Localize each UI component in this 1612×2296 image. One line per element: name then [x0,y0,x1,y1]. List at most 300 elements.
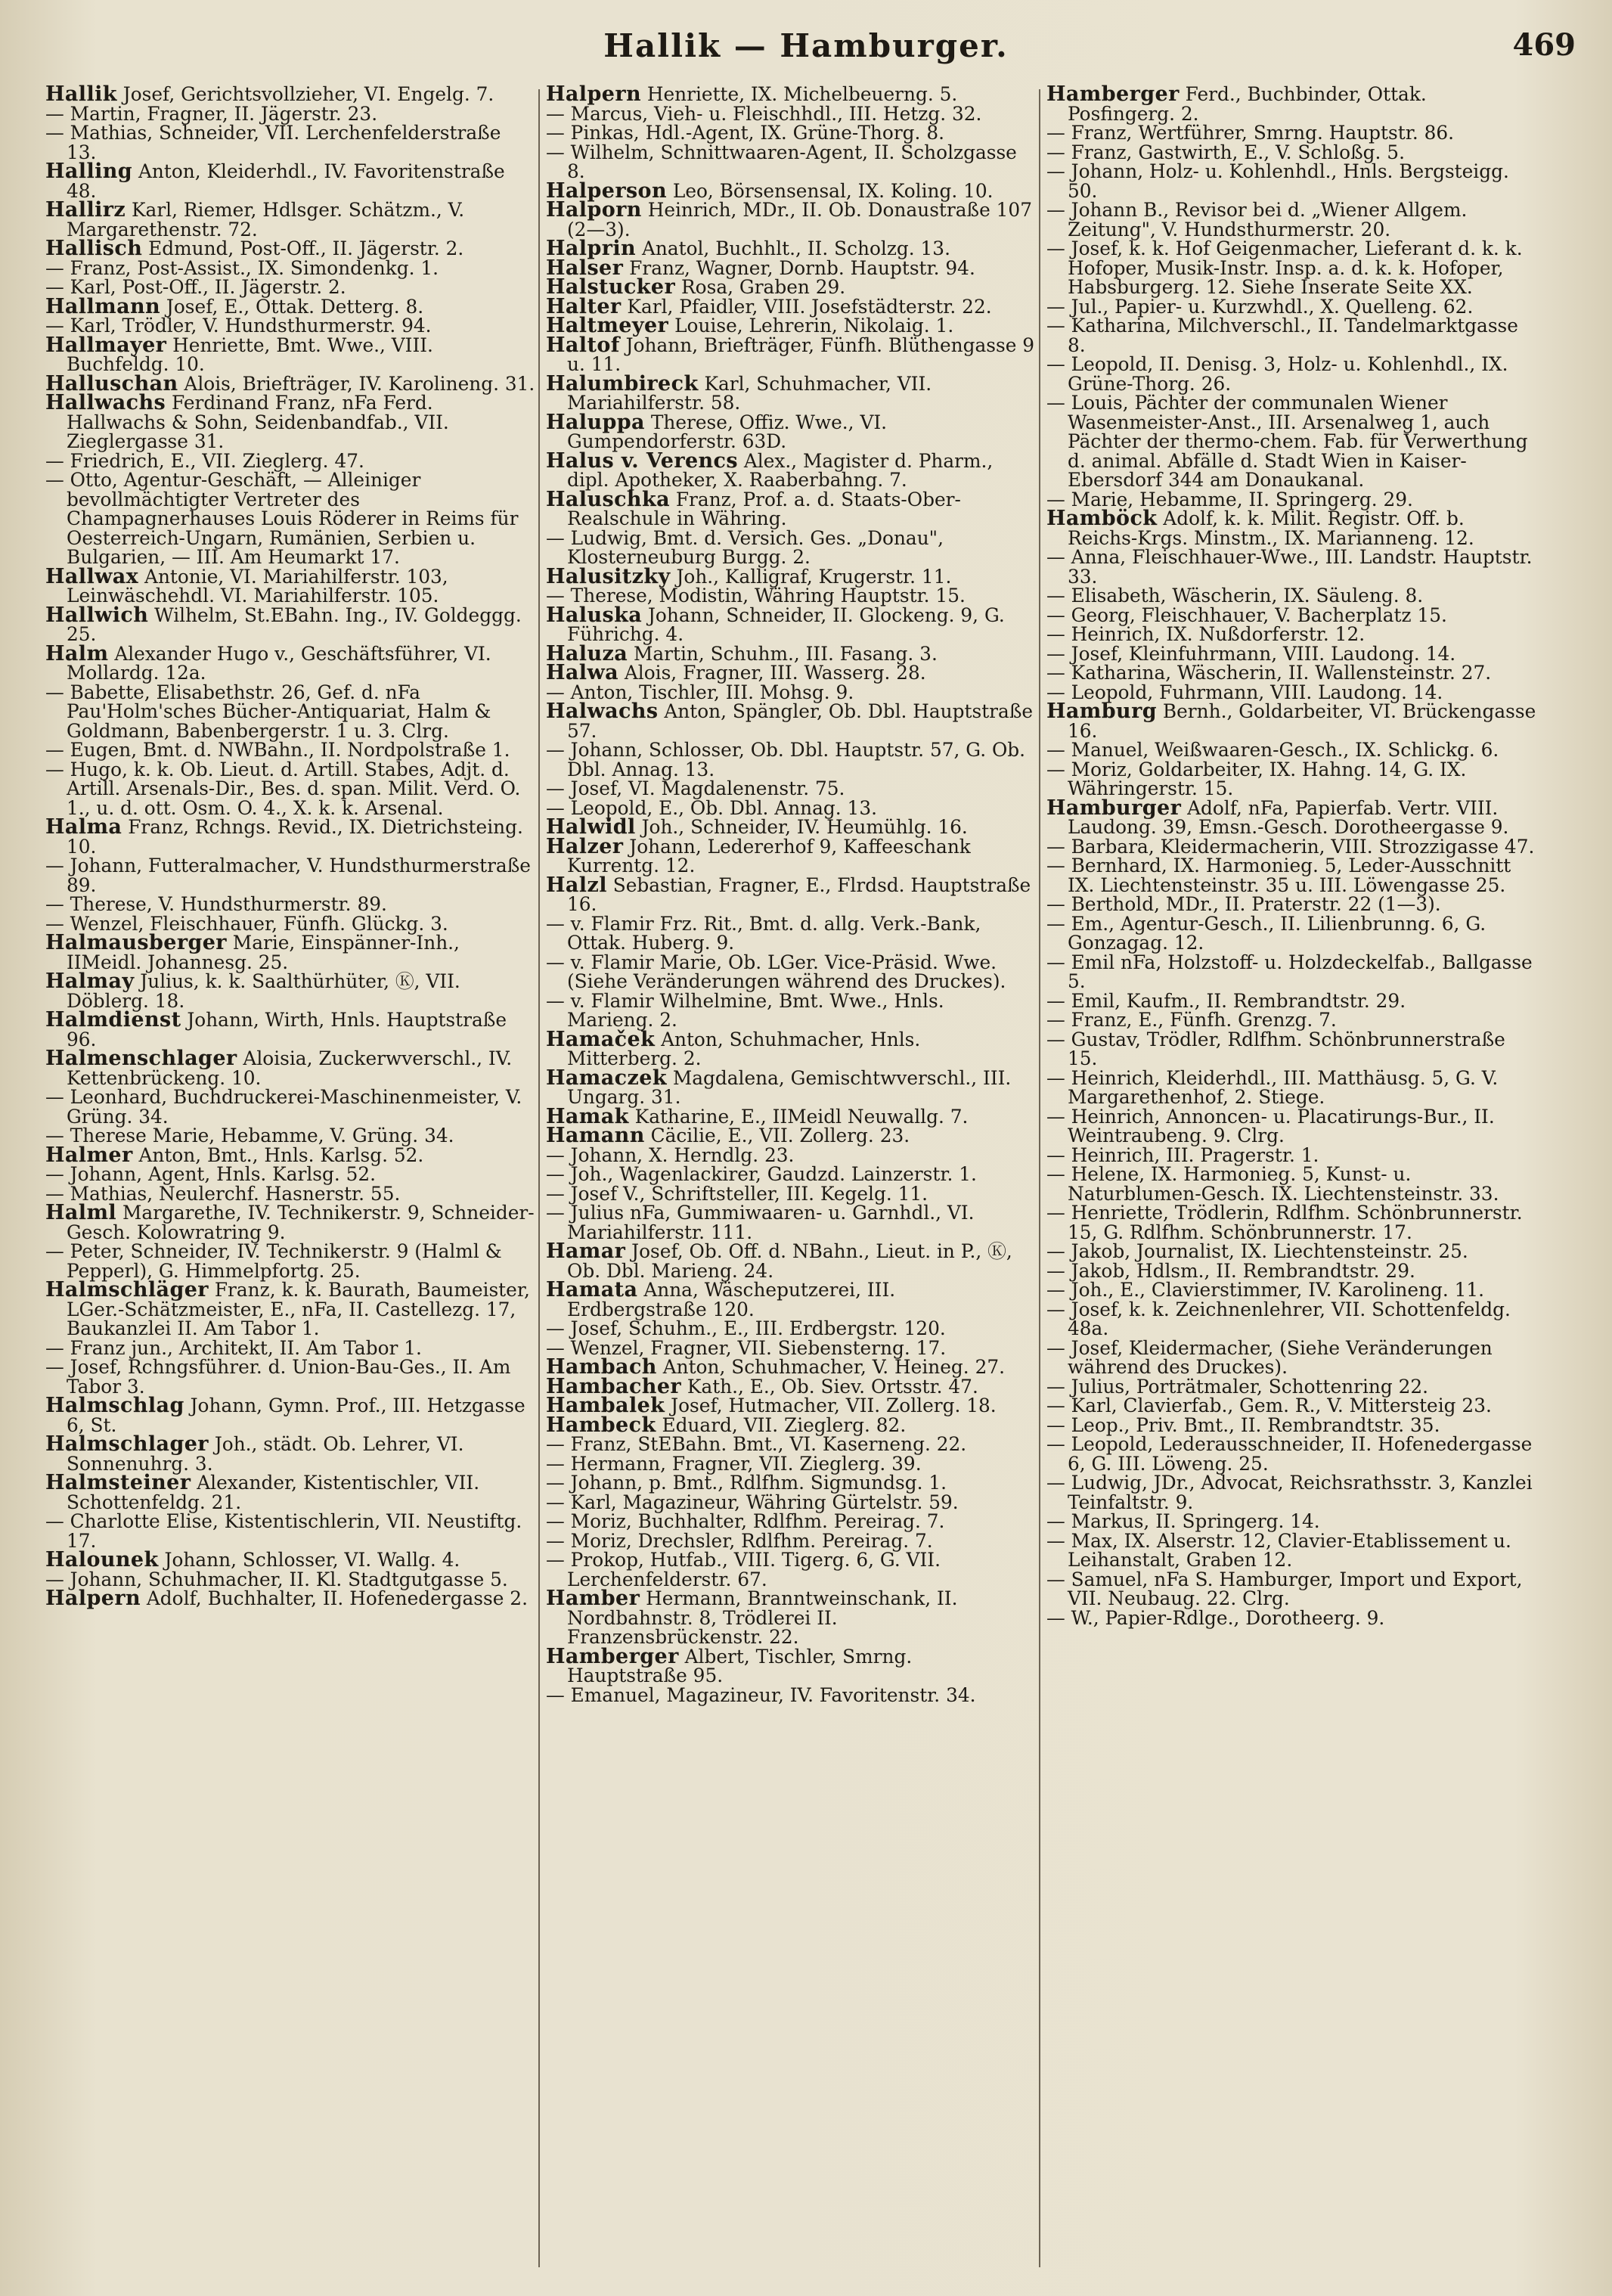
entry-surname: Halm [45,641,109,666]
entry-details: Franz, Wagner, Dornb. Hauptstr. 94. [623,256,975,279]
directory-entry [1046,603,1536,626]
directory-entry [45,641,535,684]
entry-details: Sebastian, Fragner, E., Flrdsd. Hauptstraße 16. [567,873,1031,915]
entry-surname: Halumbireck [546,371,699,396]
directory-entry [45,603,535,645]
entry-details: Henriette, Bmt. Wwe., VIII. Buchfeldg. 10. [67,334,433,375]
directory-entry [1046,663,1536,683]
directory-entry [1046,702,1536,740]
entry-details: Henriette, IX. Michelbeuerng. 5. [640,83,958,105]
directory-entry [45,1432,535,1475]
entry-surname: Halstucker [546,275,676,299]
directory-entry [1046,239,1536,297]
entry-details: — Leopold, Fuhrmann, VIII. Laudong. 14. [1046,681,1443,703]
entry-details: Joh., städt. Ob. Lehrer, VI. Sonnenuhrg. 3. [67,1433,464,1475]
entry-details: Josef, Hutmacher, VII. Zollerg. 18. [665,1395,997,1416]
directory-entry [1046,1107,1536,1146]
entry-surname: Hallwich [45,603,149,627]
entry-surname: Halzl [546,873,607,897]
directory-entry [45,1242,535,1280]
directory-entry [1046,162,1536,200]
entry-details: Leo, Börsensensal, IX. Koling. 10. [666,179,994,202]
entry-surname: Hallwax [45,564,139,588]
entry-surname: Haltmeyer [546,314,669,337]
entry-surname: Halwa [546,661,618,684]
entry-surname: Halmausberger [45,931,227,954]
entry-details: Anton, Bmt., Hnls. Karlsg. 52. [132,1143,424,1166]
entry-details: — Joh., E., Clavierstimmer, IV. Karolineng. 11. [1046,1279,1485,1301]
entry-surname: Halmschläger [45,1278,209,1302]
entry-surname: Hamburger [1046,796,1182,820]
directory-entry [45,1589,535,1609]
entry-details: — Therese, V. Hundsthurmerstr. 89. [45,893,387,915]
entry-details: Franz, Prof. a. d. Staats-Ober-Realschule in Währing. [567,488,961,529]
entry-details: — Leopold, Lederausschneider, II. Hofenedergasse 6, G. III. Löweng. 25. [1046,1433,1533,1475]
directory-entry [546,914,1036,953]
entry-details: — Marcus, Vieh- u. Fleischhdl., III. Hetzg. 32. [546,102,982,125]
entry-details: — Marie, Hebamme, II. Springerg. 29. [1046,488,1413,510]
entry-details: Johann, Ledererhof 9, Kaffeeschank Kurrentg. 12. [567,835,971,877]
directory-entry [546,123,1036,143]
directory-entry [1046,856,1536,895]
directory-entry [546,1027,1036,1069]
directory-entry [45,760,535,818]
entry-details: — Josef V., Schriftsteller, III. Kegelg. 11. [546,1182,928,1205]
entry-surname: Halusitzky [546,564,671,588]
entry-details: — Josef, Kleinfuhrmann, VIII. Laudong. 14. [1046,642,1456,665]
directory-entry [546,487,1036,529]
entry-details: — Josef, k. k. Zeichnenlehrer, VII. Schottenfeldg. 48a. [1046,1298,1511,1339]
directory-entry [1046,200,1536,239]
directory-entry [546,200,1036,239]
entry-surname: Hamberger [1046,82,1180,106]
entry-details: — Franz, Gastwirth, E., V. Schloßg. 5. [1046,141,1405,163]
entry-details: Alexander Hugo v., Geschäftsführer, VI. Mollardg. 12a. [67,642,491,684]
entry-details: — Markus, II. Springerg. 14. [1046,1510,1320,1532]
entry-details: Anton, Kleiderhdl., IV. Favoritenstraße 48. [67,160,505,202]
entry-details: — Mathias, Neulerchf. Hasnerstr. 55. [45,1182,401,1205]
entry-details: Anatol, Buchhlt., II. Scholzg. 13. [636,237,950,259]
entry-surname: Hallisch [45,237,143,260]
directory-entry [546,663,1036,683]
entry-surname: Hallwachs [45,391,166,414]
entry-details: — Wilhelm, Schnittwaaren-Agent, II. Scholzgasse 8. [546,141,1017,182]
entry-surname: Halpern [45,1587,141,1610]
entry-surname: Hamaczek [546,1066,667,1090]
entry-details: Ferdinand Franz, nFa Ferd. Hallwachs & Sohn, Seidenbandfab., VII. Zieglergasse 31. [67,392,449,452]
directory-entry [1046,1165,1536,1203]
column-2 [546,82,1036,1706]
directory-entry [1046,1030,1536,1069]
entry-details: Cäcilie, E., VII. Zollerg. 23. [644,1125,910,1146]
entry-details: — Martin, Fragner, II. Jägerstr. 23. [45,102,378,125]
entry-details: — Jul., Papier- u. Kurzwhdl., X. Quelleng. 62. [1046,295,1474,318]
directory-entry [546,1550,1036,1589]
entry-details: — Hugo, k. k. Ob. Lieut. d. Artill. Stabes, Adjt. d. Artill. Arsenals-Dir., Bes. d. span. Milit. Verd. O. 1., u. d. ott. Osm. O. 4., X. k. k. Arsenal. [45,758,521,819]
entry-details: — Ludwig, JDr., Advocat, Reichsrathsstr. 3, Kanzlei Teinfaltstr. 9. [1046,1472,1533,1513]
directory-entry [546,143,1036,182]
directory-entry [45,1143,535,1167]
entry-details: — Therese Marie, Hebamme, V. Grüng. 34. [45,1125,454,1146]
entry-details: Karl, Schuhmacher, VII. Mariahilferstr. 58. [567,372,932,414]
entry-details: — Leop., Priv. Bmt., II. Rembrandtstr. 35. [1046,1413,1440,1436]
entry-details: Alex., Magister d. Pharm., dipl. Apotheker, X. Raaberbahng. 7. [567,449,994,491]
directory-entry [1046,1336,1536,1378]
directory-entry [1046,82,1536,125]
entry-details: Therese, Offiz. Wwe., VI. Gumpendorferstr. 63D. [567,411,888,452]
entry-surname: Hamata [546,1278,638,1302]
entry-details: Antonie, VI. Mariahilferstr. 103, Leinwäschehdl. VI. Mariahilferstr. 105. [67,565,448,607]
entry-details: — Moriz, Goldarbeiter, IX. Hahng. 14, G. IX. Währingerstr. 15. [1046,758,1467,799]
directory-entry [1046,1143,1536,1166]
directory-entry [546,603,1036,645]
entry-surname: Hamaček [546,1027,656,1051]
directory-entry [45,1184,535,1204]
entry-details: Anna, Wäscheputzerei, III. Erdbergstraße 120. [567,1279,896,1320]
entry-details: — Johann, Futteralmacher, V. Hundsthurmerstraße 89. [45,855,531,896]
directory-entry [45,200,535,239]
entry-surname: Hallirz [45,198,126,222]
directory-entry [1046,586,1536,606]
directory-entry [45,1280,535,1339]
directory-entry [1046,1570,1536,1609]
directory-entry [546,1165,1036,1184]
directory-entry [45,1512,535,1550]
entry-details: — Wenzel, Fragner, VII. Siebensterng. 17. [546,1336,947,1359]
entry-details: — Wenzel, Fleischhauer, Fünfh. Glückg. 3. [45,912,448,935]
directory-entry [1046,740,1536,760]
page-number: 469 [1512,27,1576,63]
entry-details: — Heinrich, Annoncen- u. Placatirungs-Bur., II. Weintraubeng. 9. Clrg. [1046,1105,1495,1146]
entry-surname: Hamböck [1046,507,1158,530]
directory-entry [45,895,535,914]
entry-surname: Halounek [45,1548,159,1572]
entry-details: Adolf, nFa, Papierfab. Vertr. VIII. Laudong. 39, Emsn.-Gesch. Dorotheergasse 9. [1068,796,1509,838]
directory-entry [45,1396,535,1435]
directory-entry [1046,895,1536,914]
directory-entry [546,526,1036,568]
entry-details: Johann, Briefträger, Fünfh. Blüthengasse 9 u. 11. [567,334,1035,375]
entry-details: — Josef, Schuhm., E., III. Erdbergstr. 120. [546,1317,946,1339]
entry-details: — Peter, Schneider, IV. Technikerstr. 9 (Halml & Pepperl), G. Himmelpfortg. 25. [45,1240,502,1282]
directory-entry [546,82,1036,106]
entry-surname: Halmenschlager [45,1047,237,1070]
entry-details: — Franz, E., Fünfh. Grenzg. 7. [1046,1009,1337,1031]
entry-details: Franz, Rchngs. Revid., IX. Dietrichsteing. 10. [67,816,523,858]
directory-entry [1046,316,1536,355]
entry-details: — Mathias, Schneider, VII. Lerchenfelderstraße 13. [45,122,501,163]
entry-details: Adolf, Buchhalter, II. Hofenedergasse 2. [140,1587,528,1609]
entry-details: — Johann, p. Bmt., Rdlfhm. Sigmundsg. 1. [546,1472,947,1494]
entry-details: Aloisia, Zuckerwverschl., IV. Kettenbrückeng. 10. [67,1047,513,1089]
entry-surname: Halprin [546,237,637,260]
entry-details: — Karl, Post-Off., II. Jägerstr. 2. [45,276,346,298]
directory-entry [45,815,535,858]
directory-entry [45,104,535,124]
entry-details: Hermann, Branntweinschank, II. Nordbahnstr. 8, Trödlerei II. Franzensbrückenstr. 22. [567,1587,958,1648]
entry-details: — Franz, Post-Assist., IX. Simondenkg. 1. [45,256,439,279]
directory-entry [1046,143,1536,163]
entry-surname: Halmdienst [45,1008,181,1032]
entry-surname: Haluska [546,603,643,627]
directory-entry [45,972,535,1010]
entry-details: — Emil nFa, Holzstoff- u. Holzdeckelfab., Ballgasse 5. [1046,951,1533,992]
directory-entry [1046,1531,1536,1570]
entry-surname: Hamberger [546,1644,679,1668]
entry-surname: Halling [45,160,133,183]
page-title: Hallik — Hamburger. [603,27,1009,64]
entry-surname: Halmsteiner [45,1471,191,1494]
directory-entry [45,294,535,318]
entry-details: — Heinrich, IX. Nußdorferstr. 12. [1046,623,1366,645]
entry-surname: Halml [45,1201,117,1224]
entry-details: — Jakob, Hdlsm., II. Rembrandtstr. 29. [1046,1259,1415,1282]
directory-entry [1046,991,1536,1011]
entry-details: Julius, k. k. Saalthürhüter, Ⓚ, VII. Döblerg. 18. [67,970,460,1012]
entry-surname: Halmer [45,1143,133,1167]
entry-details: Louise, Lehrerin, Nikolaig. 1. [668,315,954,337]
entry-details: — Emanuel, Magazineur, IV. Favoritenstr. 34. [546,1683,976,1706]
entry-details: — Franz, Wertführer, Smrng. Hauptstr. 86. [1046,122,1455,144]
entry-details: — Charlotte Elise, Kistentischlerin, VII. Neustiftg. 17. [45,1510,522,1552]
entry-details: Johann, Schneider, II. Glockeng. 9, G. Führichg. 4. [567,603,1005,645]
entry-details: Alexander, Kistentischler, VII. Schottenfeldg. 21. [67,1472,480,1513]
directory-entry [546,448,1036,491]
entry-details: — v. Flamir Wilhelmine, Bmt. Wwe., Hnls. Marieng. 2. [546,989,944,1031]
entry-details: — Joh., Wagenlackirer, Gaudzd. Lainzerstr. 1. [546,1163,977,1185]
entry-details: — Manuel, Weißwaaren-Gesch., IX. Schlickg. 6. [1046,739,1499,761]
entry-details: Anton, Schuhmacher, Hnls. Mitterberg. 2. [567,1028,921,1069]
directory-entry [45,1049,535,1087]
directory-entry [546,1454,1036,1474]
entry-surname: Haluppa [546,410,645,434]
directory-entry [546,641,1036,666]
entry-details: Alois, Fragner, III. Wasserg. 28. [618,662,926,684]
entry-details: — Franz, StEBahn. Bmt., VI. Kaserneng. 22. [546,1433,967,1455]
directory-entry [45,1165,535,1184]
entry-surname: Halluschan [45,371,178,396]
directory-entry [1046,509,1536,548]
directory-entry [546,1184,1036,1204]
entry-details: Anton, Schuhmacher, V. Heineg. 27. [656,1356,1006,1378]
entry-surname: Hambalek [546,1394,665,1417]
directory-entry [45,1203,535,1242]
directory-entry [45,239,535,259]
directory-entry [546,1435,1036,1454]
entry-details: — Johann, Schuhmacher, II. Kl. Stadtgutgasse 5. [45,1568,508,1590]
directory-entry [45,1357,535,1396]
directory-entry [546,1242,1036,1280]
entry-details: Albert, Tischler, Smrng. Hauptstraße 95. [567,1645,913,1686]
entry-details: Heinrich, MDr., II. Ob. Donaustraße 107 (2—3). [567,199,1032,240]
entry-details: Karl, Pfaidler, VIII. Josefstädterstr. 22. [621,295,992,318]
entry-details: — Johann B., Revisor bei d. „Wiener Allgem. Zeitung", V. Hundsthurmerstr. 20. [1046,199,1468,240]
entry-details: — Berthold, MDr., II. Praterstr. 22 (1—3). [1046,893,1441,915]
directory-entry [45,393,535,451]
entry-surname: Haltof [546,333,620,357]
entry-surname: Halpern [546,82,641,106]
directory-entry [1046,1606,1536,1629]
directory-entry [546,1066,1036,1108]
entry-details: — Leopold, II. Denisg. 3, Holz- u. Kohlenhdl., IX. Grüne-Thorg. 26. [1046,353,1508,395]
entry-details: — Georg, Fleischhauer, V. Bacherplatz 15. [1046,603,1447,626]
entry-details: Josef, E., Ottak. Detterg. 8. [160,295,424,318]
entry-details: — Emil, Kaufm., II. Rembrandtstr. 29. [1046,989,1406,1012]
entry-surname: Hambeck [546,1413,656,1437]
directory-entry [1046,1396,1536,1416]
entry-details: — Em., Agentur-Gesch., II. Lilienbrunng. 6, G. Gonzagag. 12. [1046,912,1486,954]
entry-surname: Hallmann [45,294,161,318]
entry-details: — Jakob, Journalist, IX. Liechtensteinstr. 25. [1046,1240,1468,1262]
entry-details: Martin, Schuhm., III. Fasang. 3. [628,642,938,665]
entry-details: — Julius, Porträtmaler, Schottenring 22. [1046,1375,1429,1398]
entry-surname: Halzer [546,834,624,858]
column-divider [1039,89,1040,2267]
entry-surname: Halporn [546,198,642,222]
directory-entry [546,1473,1036,1493]
directory-entry [1046,953,1536,991]
directory-entry [45,1473,535,1512]
entry-surname: Hallmayer [45,333,167,357]
directory-entry [546,953,1036,991]
directory-entry [45,162,535,200]
entry-details: — Eugen, Bmt. d. NWBahn., II. Nordpolstraße 1. [45,739,510,761]
entry-details: — v. Flamir Marie, Ob. LGer. Vice-Präsid. Wwe. (Siehe Veränderungen während des Druckes). [546,951,1006,992]
directory-entry [45,1010,535,1049]
entry-details: — Franz jun., Architekt, II. Am Tabor 1. [45,1336,422,1359]
directory-entry [1046,393,1536,490]
directory-entry [45,740,535,760]
entry-details: — Elisabeth, Wäscherin, IX. Säuleng. 8. [1046,585,1424,607]
entry-details: — Prokop, Hutfab., VIII. Tigerg. 6, G. VII. Lerchenfelderstr. 67. [546,1549,941,1590]
directory-entry [546,1280,1036,1319]
entry-details: — Louis, Pächter der communalen Wiener Wasenmeister-Anst., III. Arsenalweg 1, auch Pächter der thermo-chem. Fab. für Verwerthung d. animal. Abfälle d. Stadt Wien in Kaiser-Ebersdorf 344 am Donaukanal. [1046,392,1528,491]
entry-details: — v. Flamir Frz. Rit., Bmt. d. allg. Verk.-Bank, Ottak. Huberg. 9. [546,912,981,954]
directory-entry [1046,1203,1536,1242]
directory-entry [546,1203,1036,1242]
directory-entry [1046,1280,1536,1300]
entry-surname: Hamber [546,1587,640,1610]
entry-details: Bernh., Goldarbeiter, VI. Brückengasse 16. [1068,700,1536,742]
entry-details: — Karl, Magazineur, Währing Gürtelstr. 59. [546,1491,959,1513]
entry-details: — Gustav, Trödler, Rdlfhm. Schönbrunnerstraße 15. [1046,1028,1505,1069]
directory-entry [1046,1413,1536,1436]
directory-entry [546,1413,1036,1437]
entry-details: — Johann, Agent, Hnls. Karlsg. 52. [45,1163,377,1185]
entry-surname: Halma [45,815,122,839]
entry-details: — Barbara, Kleidermacherin, VIII. Strozzigasse 47. [1046,835,1535,858]
entry-details: Johann, Gymn. Prof., III. Hetzgasse 6, St. [67,1395,525,1436]
entry-details: — Heinrich, Kleiderhdl., III. Matthäusg. 5, G. V. Margarethenhof, 2. Stiege. [1046,1066,1499,1108]
entry-details: — Friedrich, E., VII. Zieglerg. 47. [45,449,364,472]
entry-details: — Josef, k. k. Hof Geigenmacher, Lieferant d. k. k. Hofoper, Musik-Instr. Insp. a. d. k. k. Hofoper, Habsburgerg. 12. Siehe Inserate Seite XX. [1046,237,1523,298]
directory-entry [45,470,535,567]
entry-details: Adolf, k. k. Milit. Registr. Off. b. Reichs-Krgs. Minstm., IX. Marianneng. 12. [1068,507,1474,549]
directory-entry [1046,625,1536,644]
directory-entry [546,410,1036,452]
directory-entry [1046,1435,1536,1473]
entry-details: — Leopold, E., Ob. Dbl. Annag. 13. [546,796,877,819]
directory-entry [1046,1512,1536,1531]
directory-entry [546,834,1036,877]
directory-entry [546,1531,1036,1551]
entry-details: — Anton, Tischler, III. Mohsg. 9. [546,681,854,703]
entry-details: — Therese, Modistin, Währing Hauptstr. 15. [546,585,966,607]
directory-entry [1046,548,1536,586]
entry-details: — Bernhard, IX. Harmonieg. 5, Leder-Ausschnitt IX. Liechtensteinstr. 35 u. III. Löwengasse 25. [1046,855,1511,896]
directory-entry [546,1512,1036,1531]
entry-details: Marie, Einspänner-Inh., IIMeidl. Johannesg. 25. [67,932,460,973]
entry-details: Magdalena, Gemischtwverschl., III. Ungarg. 31. [567,1066,1012,1108]
entry-surname: Hambach [546,1355,657,1379]
entry-details: — Moriz, Drechsler, Rdlfhm. Pereirag. 7. [546,1529,933,1552]
entry-details: Anton, Spängler, Ob. Dbl. Hauptstraße 57. [567,700,1034,742]
entry-surname: Hamburg [1046,700,1157,723]
directory-entry [45,1336,535,1359]
directory-entry [546,1493,1036,1513]
column-3 [1046,82,1536,1629]
entry-details: — Anna, Fleischhauer-Wwe., III. Landstr. Hauptstr. 33. [1046,546,1533,588]
entry-surname: Halter [546,294,622,318]
directory-entry [45,451,535,471]
entry-surname: Halser [546,256,624,280]
directory-entry [45,1550,535,1570]
entry-details: Joh., Kalligraf, Krugerstr. 11. [670,565,952,588]
entry-surname: Halwidl [546,815,636,839]
directory-entry [45,1087,535,1126]
directory-entry [546,1319,1036,1339]
directory-entry [1046,1300,1536,1339]
entry-details: Franz, k. k. Baurath, Baumeister, LGer.-Schätzmeister, E., nFa, II. Castellezg. 17, Baukanzlei II. Am Tabor 1. [67,1279,530,1339]
directory-entry [546,1126,1036,1146]
entry-details: Edmund, Post-Off., II. Jägerstr. 2. [142,237,464,259]
directory-entry [1046,796,1536,838]
entry-details: — Josef, VI. Magdalenenstr. 75. [546,777,845,799]
entry-details: Rosa, Graben 29. [675,276,846,298]
column-divider [538,89,540,2267]
entry-details: — Josef, Kleidermacher, (Siehe Veränderungen während des Druckes). [1046,1336,1493,1378]
directory-entry [546,702,1036,740]
directory-entry [45,683,535,741]
directory-entry [546,1644,1036,1686]
entry-surname: Hamak [546,1104,629,1128]
entry-surname: Haluschka [546,487,670,511]
entry-surname: Halwachs [546,700,659,723]
entry-details: — Moriz, Buchhalter, Rdlfhm. Pereirag. 7. [546,1510,945,1532]
directory-entry [546,1683,1036,1706]
directory-entry [1046,1473,1536,1512]
entry-details: — Babette, Elisabethstr. 26, Gef. d. nFa Pau'Holm'sches Bücher-Antiquariat, Halm & Goldmann, Babenbergerstr. 1 u. 3. Clrg. [45,681,491,742]
entry-details: — Pinkas, Hdl.-Agent, IX. Grüne-Thorg. 8. [546,122,944,144]
directory-entry [1046,355,1536,393]
entry-details: Josef, Ob. Off. d. NBahn., Lieut. in P., Ⓚ, Ob. Dbl. Marieng. 24. [567,1240,1012,1282]
entry-details: Katharine, E., IIMeidl Neuwallg. 7. [628,1105,969,1128]
directory-entry [546,1589,1036,1647]
directory-entry [1046,1261,1536,1281]
directory-entry [1046,1010,1536,1030]
entry-details: — Otto, Agentur-Geschäft, — Alleiniger bevollmächtigter Vertreter des Champagnerhauses Louis Röderer in Reims für Oesterreich-Ungarn, Rumänien, Serbien u. Bulgarien, — III. Am Heumarkt 17. [45,469,519,568]
entry-surname: Haluza [546,641,628,666]
entry-details: — Henriette, Trödlerin, Rdlfhm. Schönbrunnerstr. 15, G. Rdlfhm. Schönbrunnerstr. 17. [1046,1202,1523,1243]
entry-details: Kath., E., Ob. Siev. Ortsstr. 47. [681,1375,978,1398]
entry-surname: Hambacher [546,1374,682,1398]
directory-entry [45,564,535,607]
entry-details: — Hermann, Fragner, VII. Zieglerg. 39. [546,1452,922,1475]
entry-details: — Johann, X. Herndlg. 23. [546,1143,795,1166]
entry-details: — Julius nFa, Gummiwaaren- u. Garnhdl., VI. Mariahilferstr. 111. [546,1202,975,1243]
entry-details: — Karl, Trödler, V. Hundsthurmerstr. 94. [45,315,432,337]
entry-details: — W., Papier-Rdlge., Dorotheerg. 9. [1046,1606,1385,1629]
